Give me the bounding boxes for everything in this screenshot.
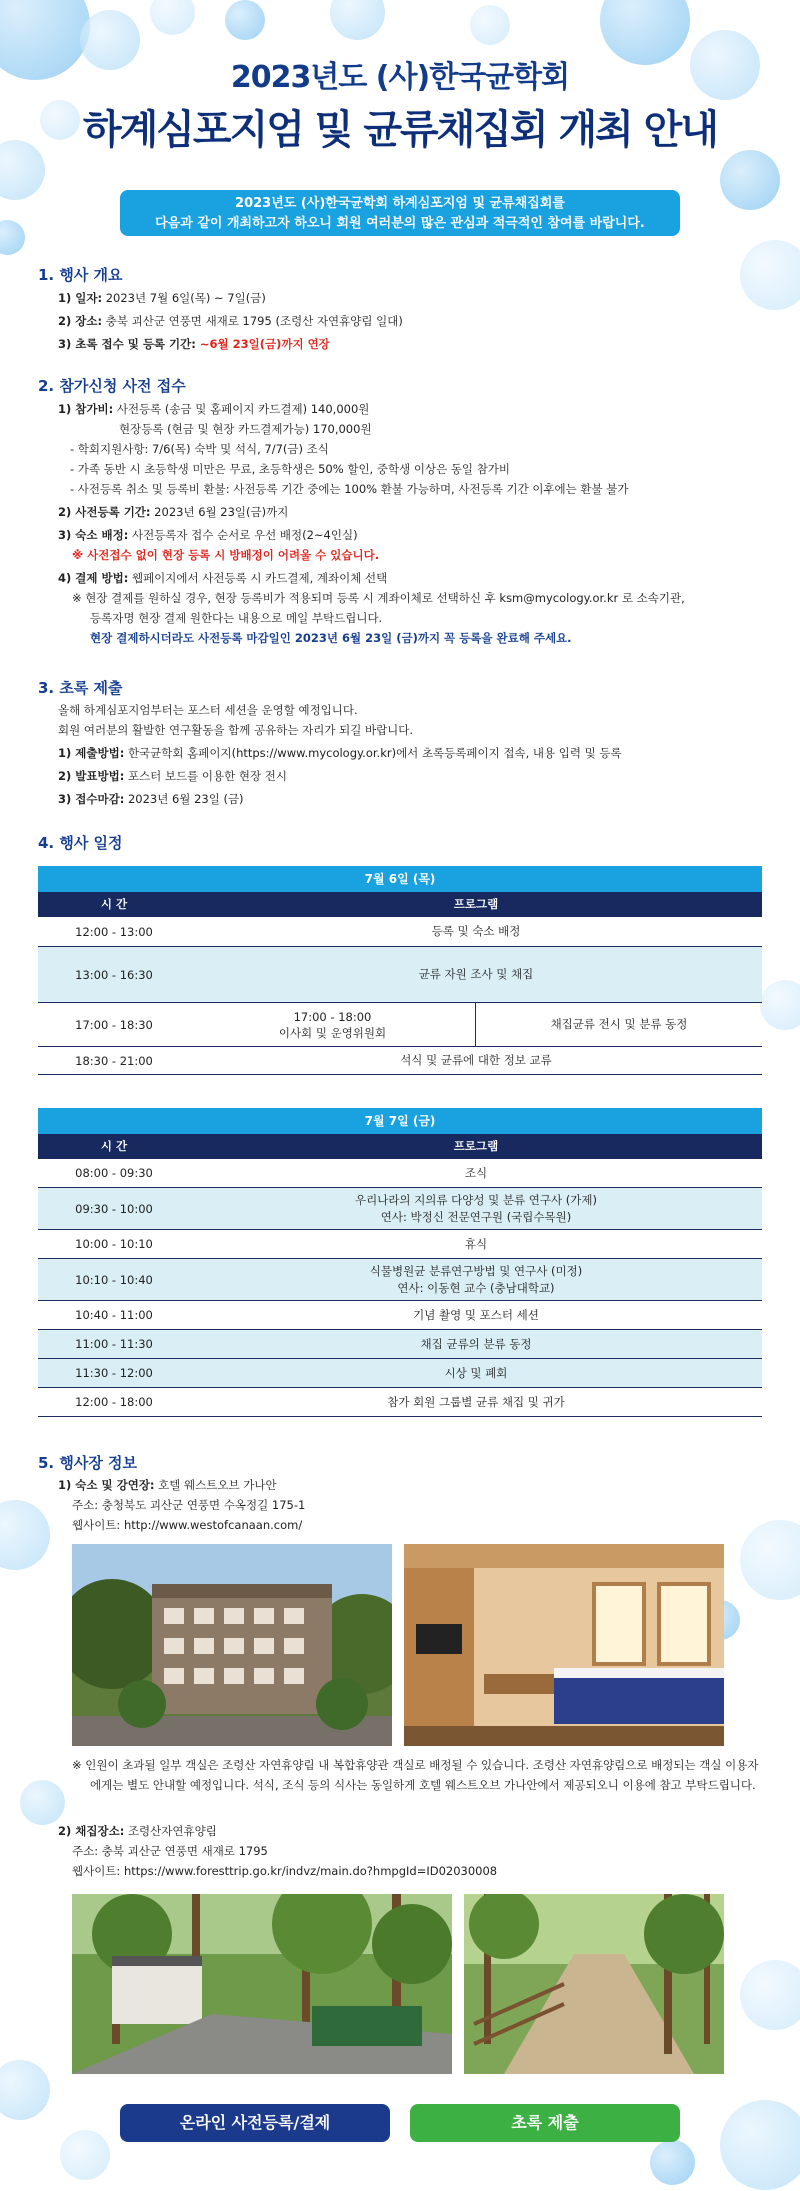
- event-deadline: 3) 초록 접수 및 등록 기간: ~6월 23일(금)까지 연장: [58, 337, 330, 351]
- row-time: 10:10 - 10:40: [75, 1272, 153, 1287]
- row-program: 균류 자원 조사 및 채집: [418, 967, 534, 981]
- table-header: [38, 1134, 762, 1159]
- hotel-note-1: ※ 인원이 초과될 일부 객실은 조령산 자연휴양림 내 복합휴양관 객실로 배정될 수 있습니다. 조령산 자연휴양림으로 배정되는 객실 이용자: [72, 1758, 759, 1772]
- title-line-2: 하계심포지엄 및 균류채집회 개최 안내: [83, 107, 717, 153]
- abstract-submit-button[interactable]: 초록 제출: [410, 2104, 680, 2142]
- bubble-decoration: [740, 240, 800, 310]
- title-line-1: 2023년도 (사)한국균학회: [230, 60, 570, 95]
- intro-line-1: 2023년도 (사)한국균학회 하계심포지엄 및 균류채집회를: [235, 196, 565, 211]
- table-header: [38, 892, 762, 917]
- program-speaker: 연사: 이동현 교수 (충남대학교): [397, 1280, 555, 1295]
- sub-program: 이사회 및 운영위원회: [278, 1025, 387, 1040]
- row-time: 10:40 - 11:00: [75, 1308, 153, 1322]
- day1-title: 7월 6일 (목): [38, 866, 762, 892]
- table-row: [38, 1230, 762, 1259]
- col-program: 프로그램: [453, 897, 499, 911]
- prereg-period: 2) 사전등록 기간: 2023년 6월 23일(금)까지: [58, 505, 289, 519]
- split-left: [190, 1003, 476, 1046]
- split-right: 채집균류 전시 및 분류 동정: [550, 1017, 688, 1031]
- hotel-name: 1) 숙소 및 강연장: 호텔 웨스트오브 가나안: [58, 1478, 277, 1492]
- table-row: [38, 1259, 762, 1301]
- sub-time: 17:00 - 18:00: [293, 1009, 372, 1024]
- fee-line-2: 현장등록 (현금 및 현장 카드결제가능) 170,000원: [119, 422, 372, 436]
- bubble-decoration: [760, 980, 800, 1030]
- row-program: 시상 및 폐회: [444, 1365, 508, 1380]
- hotel-room-photo: [404, 1544, 724, 1746]
- lodging: 3) 숙소 배정: 사전등록자 접수 순서로 우선 배정(2~4인실): [58, 528, 358, 542]
- payment-note-3: 현장 결제하시더라도 사전등록 마감일인 2023년 6월 23일 (금)까지 꼭 등록을 완료해 주세요.: [90, 631, 572, 645]
- schedule-table-day2: [38, 1108, 762, 1417]
- forest-entrance-photo: [72, 1894, 452, 2074]
- row-program: 석식 및 균류에 대한 정보 교류: [400, 1053, 552, 1067]
- forest-website: 웹사이트: https://www.foresttrip.go.kr/indvz/main.do?hmpgId=ID02030008: [72, 1864, 498, 1878]
- row-program: 채집 균류의 분류 동정: [420, 1336, 532, 1351]
- payment-note-1: ※ 현장 결제를 원하실 경우, 현장 등록비가 적용되며 등록 시 계좌이체로 선택하신 후 ksm@mycology.or.kr 로 소속기관,: [72, 591, 685, 605]
- fee-note-2: - 가족 동반 시 초등학생 미만은 무료, 초등학생은 50% 할인, 중학생 이상은 동일 참가비: [70, 462, 511, 476]
- payment-method: 4) 결제 방법: 웹페이지에서 사전등록 시 카드결제, 계좌이체 선택: [58, 571, 388, 585]
- row-time: 12:00 - 13:00: [75, 924, 153, 939]
- payment-note-2: 등록자명 현장 결제 원한다는 내용으로 메일 부탁드립니다.: [90, 611, 383, 625]
- event-place: 2) 장소: 충북 괴산군 연풍면 새재로 1795 (조령산 자연휴양림 일대): [58, 314, 403, 328]
- row-program: [190, 1259, 762, 1300]
- abstract-desc-2: 회원 여러분의 활발한 연구활동을 함께 공유하는 자리가 되길 바랍니다.: [58, 723, 414, 737]
- row-time: 11:30 - 12:00: [75, 1366, 153, 1380]
- section-5-heading: 5. 행사장 정보: [38, 1454, 138, 1472]
- program-title: 식물병원균 분류연구방법 및 연구사 (미정): [369, 1263, 583, 1278]
- fee-note-1: - 학회지원사항: 7/6(목) 숙박 및 석식, 7/7(금) 조식: [70, 442, 329, 456]
- abstract-present: 2) 발표방법: 포스터 보드를 이용한 현장 전시: [58, 769, 287, 783]
- hotel-note-2: 에게는 별도 안내할 예정입니다. 석식, 조식 등의 식사는 동일하게 호텔 웨스트오브 가나안에서 제공되오니 이용에 참고 부탁드립니다.: [90, 1778, 756, 1792]
- program-title: 우리나라의 지의류 다양성 및 분류 연구사 (가제): [355, 1192, 597, 1207]
- row-time: 17:00 - 18:30: [75, 1017, 153, 1032]
- table-row: [38, 1047, 762, 1075]
- row-program: 참가 회원 그룹별 균류 채집 및 귀가: [387, 1394, 565, 1409]
- forest-path-photo: [464, 1894, 724, 2074]
- row-time: 10:00 - 10:10: [75, 1237, 153, 1251]
- table-row: [38, 1003, 762, 1047]
- intro-banner: [120, 190, 680, 236]
- table-row: [38, 1301, 762, 1330]
- bubble-decoration: [720, 150, 780, 210]
- section-4-heading: 4. 행사 일정: [38, 834, 123, 852]
- table-row: [38, 1359, 762, 1388]
- event-date: 1) 일자: 2023년 7월 6일(목) ~ 7일(금): [58, 291, 266, 305]
- day2-title: 7월 7일 (금): [38, 1108, 762, 1134]
- table-row: [38, 947, 762, 1003]
- program-speaker: 연사: 박정신 전문연구원 (국립수목원): [380, 1209, 572, 1224]
- hotel-exterior-photo: [72, 1544, 392, 1746]
- bubble-decoration: [330, 0, 385, 40]
- col-time: 시 간: [100, 897, 128, 911]
- fee-line-1: 1) 참가비: 사전등록 (송금 및 홈페이지 카드결제) 140,000원: [58, 402, 370, 416]
- forest-name: 2) 채집장소: 조령산자연휴양림: [58, 1824, 217, 1838]
- col-time: 시 간: [100, 1139, 128, 1153]
- bubble-decoration: [740, 1960, 800, 2030]
- row-time: 18:30 - 21:00: [75, 1053, 153, 1068]
- section-1-heading: 1. 행사 개요: [38, 266, 123, 284]
- bubble-decoration: [0, 220, 25, 255]
- table-row: [38, 1330, 762, 1359]
- bubble-decoration: [0, 2060, 50, 2120]
- row-program: 등록 및 숙소 배정: [431, 924, 521, 938]
- row-program: 기념 촬영 및 포스터 세션: [413, 1307, 539, 1322]
- section-3-heading: 3. 초록 제출: [38, 679, 123, 697]
- bubble-decoration: [470, 5, 510, 45]
- hotel-address: 주소: 충청북도 괴산군 연풍면 수옥정길 175-1: [72, 1498, 306, 1512]
- hotel-website: 웹사이트: http://www.westofcanaan.com/: [72, 1518, 303, 1532]
- row-time: 09:30 - 10:00: [75, 1201, 153, 1216]
- schedule-table-day1: [38, 866, 762, 1075]
- abstract-deadline: 3) 접수마감: 2023년 6월 23일 (금): [58, 792, 244, 806]
- abstract-desc-1: 올해 하계심포지엄부터는 포스터 세션을 운영할 예정입니다.: [58, 703, 358, 717]
- bubble-decoration: [650, 2140, 695, 2185]
- col-program: 프로그램: [453, 1139, 499, 1153]
- abstract-method: 1) 제출방법: 한국균학회 홈페이지(https://www.mycology.or.kr)에서 초록등록페이지 접속, 내용 입력 및 등록: [58, 746, 622, 760]
- table-row: [38, 1159, 762, 1188]
- table-row: [38, 1188, 762, 1230]
- section-2-heading: 2. 참가신청 사전 접수: [38, 377, 186, 395]
- online-register-button[interactable]: 온라인 사전등록/결제: [120, 2104, 390, 2142]
- bubble-decoration: [740, 1520, 800, 1600]
- row-program: 휴식: [464, 1236, 488, 1251]
- bubble-decoration: [60, 2130, 110, 2180]
- table-row: [38, 917, 762, 947]
- row-program: [190, 1188, 762, 1229]
- fee-note-3: - 사전등록 취소 및 등록비 환불: 사전등록 기간 중에는 100% 환불 가능하며, 사전등록 기간 이후에는 환불 불가: [70, 482, 629, 496]
- row-time: 11:00 - 11:30: [75, 1337, 153, 1351]
- bubble-decoration: [0, 1500, 50, 1570]
- table-row: [38, 1388, 762, 1417]
- row-program: 조식: [464, 1165, 488, 1180]
- row-time: 08:00 - 09:30: [75, 1166, 153, 1180]
- row-time: 13:00 - 16:30: [75, 967, 153, 982]
- bubble-decoration: [225, 0, 265, 40]
- bubble-decoration: [20, 1780, 65, 1825]
- lodging-warning: ※ 사전접수 없이 현장 등록 시 방배정이 어려울 수 있습니다.: [72, 548, 380, 562]
- forest-address: 주소: 충북 괴산군 연풍면 새재로 1795: [72, 1844, 268, 1858]
- bubble-decoration: [150, 0, 195, 35]
- row-time: 12:00 - 18:00: [75, 1395, 153, 1409]
- intro-line-2: 다음과 같이 개최하고자 하오니 회원 여러분의 많은 관심과 적극적인 참여를 바랍니다.: [155, 216, 645, 231]
- row-program-split: [190, 1003, 762, 1046]
- bubble-decoration: [720, 2100, 800, 2190]
